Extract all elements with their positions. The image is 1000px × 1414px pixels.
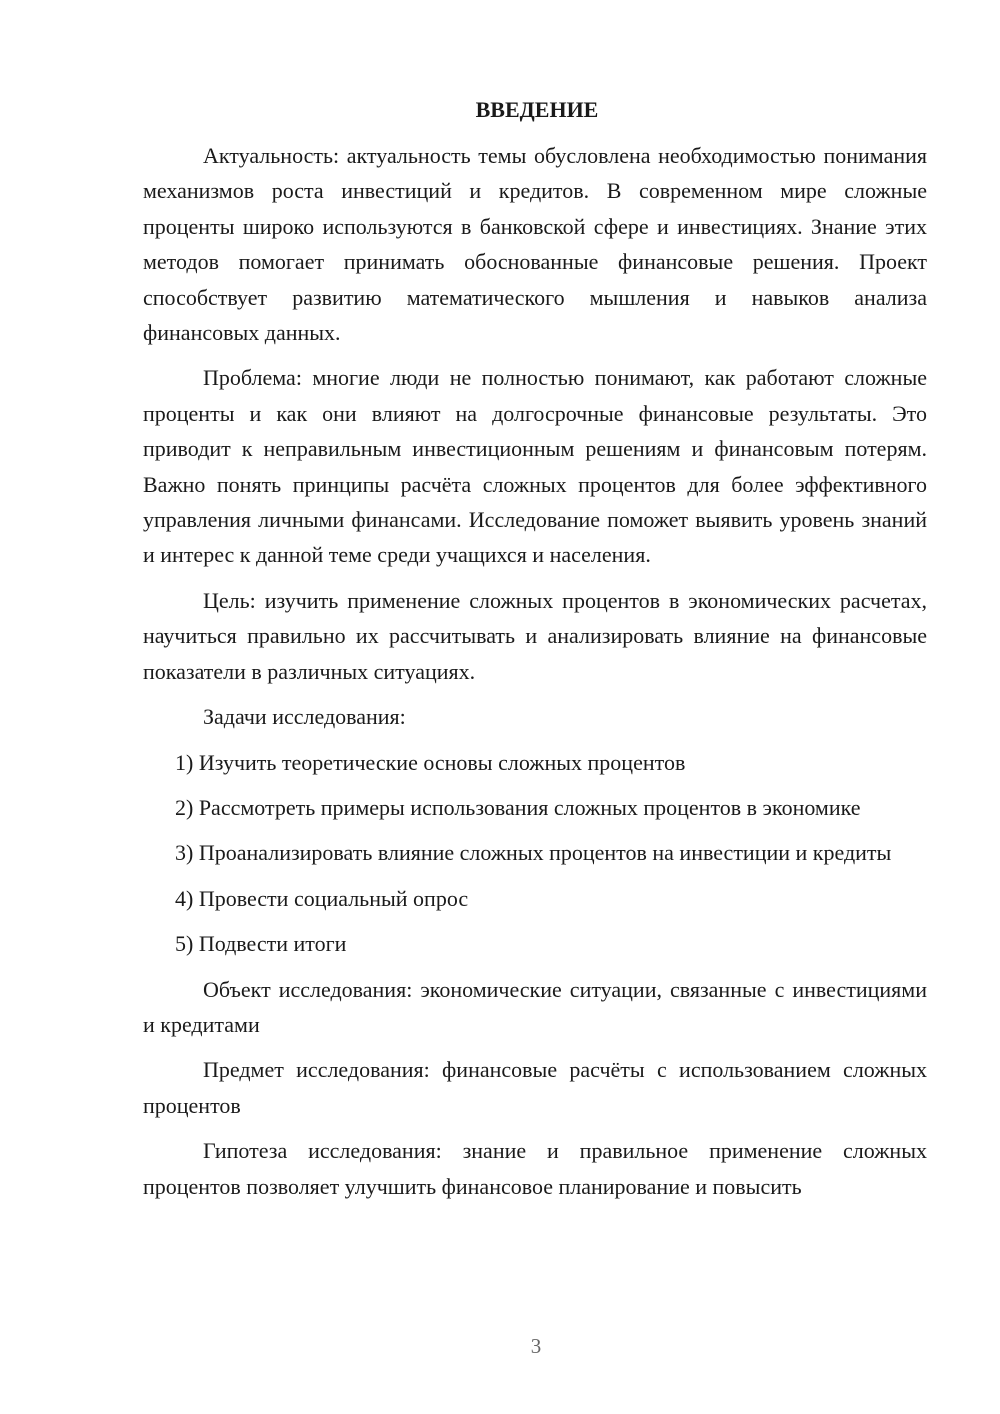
task-item: 1) Изучить теоретические основы сложных процентов — [175, 749, 686, 775]
page-number: 3 — [530, 1334, 542, 1358]
task-item: 2) Рассмотреть примеры использования сложных процентов в экономике — [175, 794, 861, 820]
task-item: 4) Провести социальный опрос — [175, 885, 469, 911]
paragraph-problem: Проблема: многие люди не полностью понимают, как работают сложные проценты и как они влияют на долгосрочные финансовые результаты. Это приводит к неправильным инвестиционным решениям и финансовым потерям. Важно понять принципы расчёта сложных процентов для более эффективного управления личными финансами. Исследование поможет выявить уровень знаний и интерес к данной теме среди учащихся и населения. — [143, 365, 927, 568]
task-item: 3) Проанализировать влияние сложных процентов на инвестиции и кредиты — [175, 840, 892, 866]
paragraph-tasks-heading: Задачи исследования: — [203, 704, 406, 730]
paragraph-relevance: Актуальность: актуальность темы обусловлена необходимостью понимания механизмов роста инвестиций и кредитов. В современном мире сложные проценты широко используются в банковской сфере и инвестициях. Знание этих методов помогает принимать обоснованные финансовые решения. Проект способствует развитию математического мышления и навыков анализа финансовых данных. — [143, 143, 927, 346]
page-content — [143, 94, 927, 1214]
paragraph-object: Объект исследования: экономические ситуации, связанные с инвестициями и кредитами — [143, 976, 927, 1037]
paragraph-subject: Предмет исследования: финансовые расчёты с использованием сложных процентов — [143, 1057, 927, 1118]
paragraph-goal: Цель: изучить применение сложных процентов в экономических расчетах, научиться правильно их рассчитывать и анализировать влияние на финансовые показатели в различных ситуациях. — [143, 587, 927, 684]
task-item: 5) Подвести итоги — [175, 931, 347, 957]
section-title: ВВЕДЕНИЕ — [475, 97, 599, 122]
paragraph-hypothesis: Гипотеза исследования: знание и правильное применение сложных процентов позволяет улучшить финансовое планирование и повысить — [143, 1138, 927, 1199]
